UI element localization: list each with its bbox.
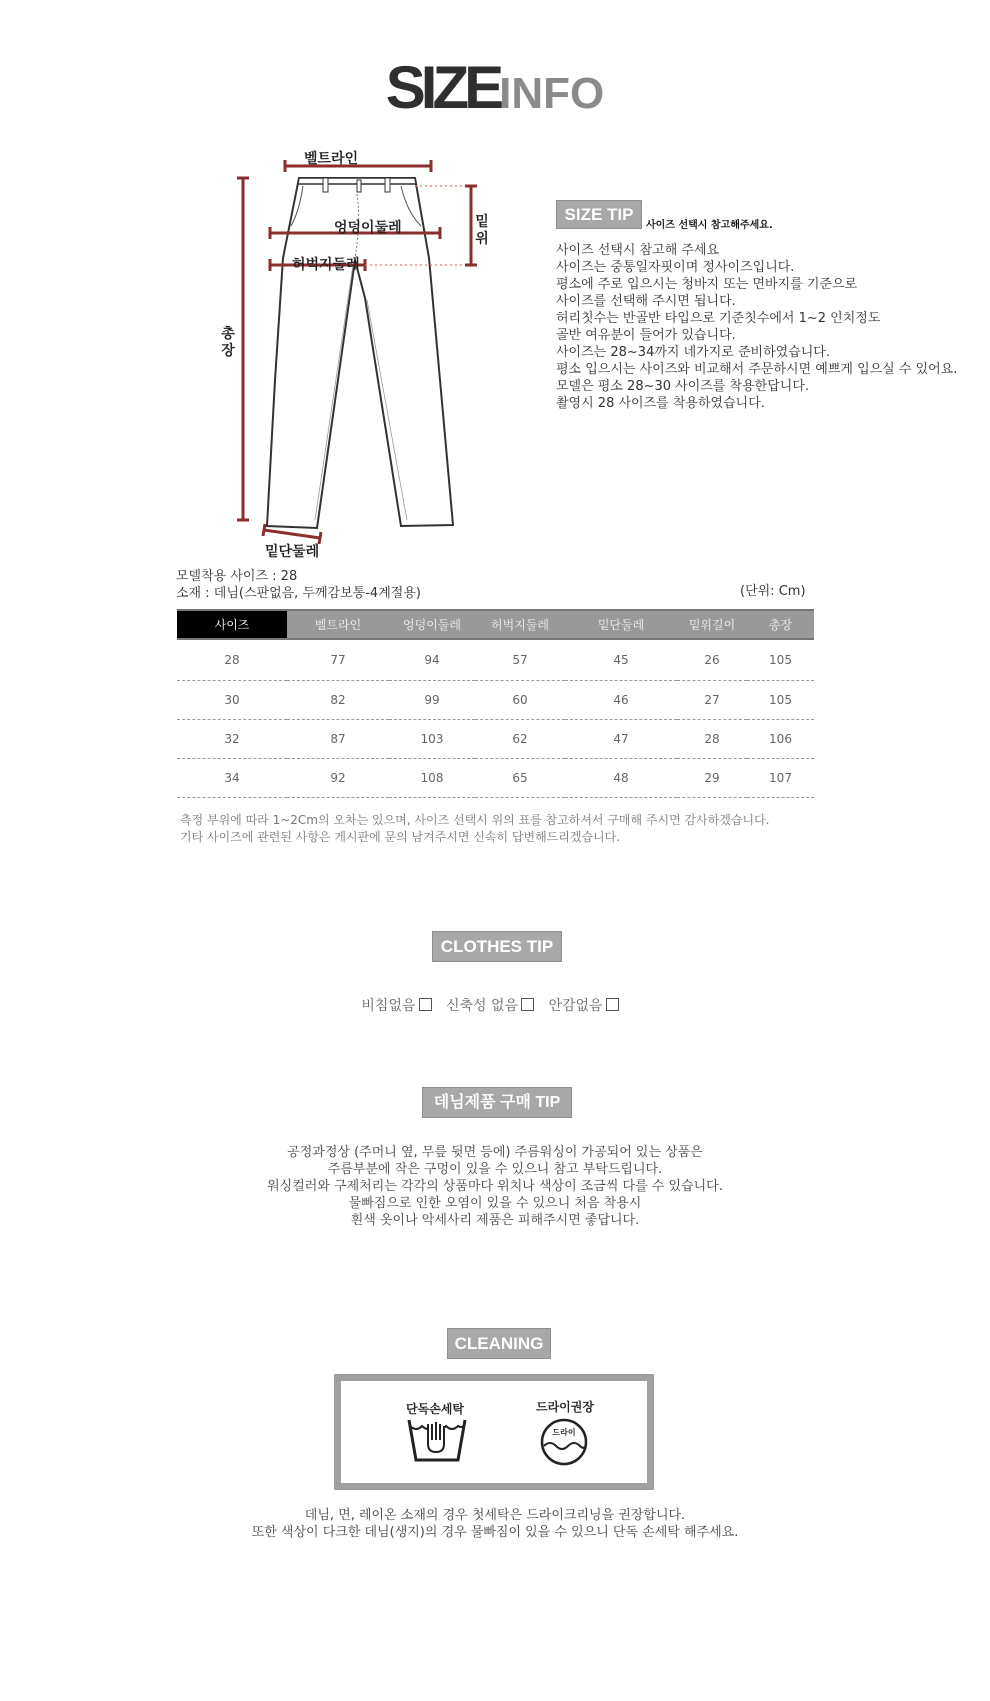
table-cell: 108 bbox=[389, 759, 475, 798]
label-rise: 밑위 bbox=[475, 214, 489, 247]
option-label: 비침없음 bbox=[361, 998, 416, 1014]
clothes-tip-badge: CLOTHES TIP bbox=[432, 931, 562, 962]
table-cell: 30 bbox=[177, 681, 287, 720]
size-table bbox=[177, 609, 814, 798]
table-cell: 82 bbox=[287, 681, 389, 720]
size-tip-line: 사이즈는 중통일자핏이며 정사이즈입니다. bbox=[556, 260, 795, 275]
table-cell: 92 bbox=[287, 759, 389, 798]
pants-diagram bbox=[215, 140, 485, 545]
note-line: 측정 부위에 따라 1~2Cm의 오차는 있으며, 사이즈 선택시 위의 표를 참고하셔서 구매해 주시면 감사하겠습니다. bbox=[180, 813, 770, 827]
table-cell: 28 bbox=[177, 639, 287, 681]
table-cell: 94 bbox=[389, 639, 475, 681]
cleaning-note-line: 또한 색상이 다크한 데님(생지)의 경우 물빠짐이 있을 수 있으니 단독 손세탁 해주세요. bbox=[251, 1525, 739, 1540]
table-cell: 62 bbox=[475, 720, 565, 759]
table-cell: 29 bbox=[677, 759, 747, 798]
table-cell: 103 bbox=[389, 720, 475, 759]
size-tip-line: 골반 여유분이 들어가 있습니다. bbox=[556, 328, 736, 343]
table-cell: 48 bbox=[565, 759, 677, 798]
denim-tip-line: 주름부분에 작은 구멍이 있을 수 있으니 참고 부탁드립니다. bbox=[327, 1162, 663, 1177]
checkbox bbox=[521, 998, 534, 1011]
dry-clean-icon bbox=[538, 1418, 590, 1468]
table-cell: 105 bbox=[747, 681, 814, 720]
model-size: 모델착용 사이즈 : 28 bbox=[176, 569, 298, 584]
table-row bbox=[177, 759, 814, 798]
size-tip-line: 사이즈 선택시 참고해 주세요 bbox=[556, 243, 720, 258]
table-cell: 106 bbox=[747, 720, 814, 759]
table-cell: 60 bbox=[475, 681, 565, 720]
col-header-belt: 벨트라인 bbox=[287, 610, 389, 639]
col-header-hip: 엉덩이둘레 bbox=[389, 610, 475, 639]
label-thigh: 허벅지둘레 bbox=[292, 257, 360, 273]
table-cell: 107 bbox=[747, 759, 814, 798]
size-tip-line: 모델은 평소 28~30 사이즈를 착용한답니다. bbox=[556, 379, 810, 394]
table-row bbox=[177, 720, 814, 759]
size-tip-line: 평소 입으시는 사이즈와 비교해서 주문하시면 예쁘게 입으실 수 있어요. bbox=[556, 362, 958, 377]
denim-tip-line: 흰색 옷이나 악세사리 제품은 피해주시면 좋답니다. bbox=[350, 1213, 640, 1228]
table-row bbox=[177, 639, 814, 681]
option-label: 안감없음 bbox=[548, 998, 603, 1014]
cleaning-notes bbox=[0, 1507, 990, 1541]
table-cell: 32 bbox=[177, 720, 287, 759]
col-header-size: 사이즈 bbox=[177, 610, 287, 639]
hand-wash-icon bbox=[406, 1418, 468, 1468]
size-tip-caption: 사이즈 선택시 참고해주세요. bbox=[646, 220, 773, 231]
table-cell: 57 bbox=[475, 639, 565, 681]
table-cell: 34 bbox=[177, 759, 287, 798]
table-cell: 27 bbox=[677, 681, 747, 720]
label-hip: 엉덩이둘레 bbox=[334, 220, 402, 236]
size-tip-badge: SIZE TIP bbox=[556, 200, 642, 229]
size-tip-line: 촬영시 28 사이즈를 착용하였습니다. bbox=[556, 396, 765, 411]
col-header-rise: 밑위길이 bbox=[677, 610, 747, 639]
table-cell: 26 bbox=[677, 639, 747, 681]
col-header-length: 총장 bbox=[747, 610, 814, 639]
title-main: SIZE bbox=[385, 54, 500, 121]
col-header-hem: 밑단둘레 bbox=[565, 610, 677, 639]
denim-tip-line: 공정과정상 (주머니 옆, 무릎 뒷면 등에) 주름워싱이 가공되어 있는 상품은 bbox=[287, 1145, 703, 1160]
table-cell: 77 bbox=[287, 639, 389, 681]
clothes-options bbox=[0, 995, 990, 1015]
checkbox bbox=[606, 998, 619, 1011]
table-cell: 46 bbox=[565, 681, 677, 720]
size-tip-line: 허리칫수는 반골반 타입으로 기준칫수에서 1~2 인치정도 bbox=[556, 311, 881, 326]
cleaning-note-line: 데님, 면, 레이온 소재의 경우 첫세탁은 드라이크리닝을 권장합니다. bbox=[304, 1508, 686, 1523]
size-table-header bbox=[177, 610, 814, 639]
denim-tip-badge: 데님제품 구매 TIP bbox=[422, 1087, 572, 1118]
hand-wash-label: 단독손세탁 bbox=[406, 1402, 464, 1416]
size-tip-line: 사이즈를 선택해 주시면 됩니다. bbox=[556, 294, 736, 309]
page-title bbox=[0, 54, 990, 121]
denim-tip-text bbox=[0, 1144, 990, 1229]
table-cell: 65 bbox=[475, 759, 565, 798]
table-cell: 87 bbox=[287, 720, 389, 759]
checkbox bbox=[419, 998, 432, 1011]
material: 소재 : 데님(스판없음, 두께감보통-4계절용) bbox=[176, 586, 421, 601]
table-cell: 45 bbox=[565, 639, 677, 681]
cleaning-box bbox=[334, 1374, 654, 1490]
dry-icon-text: 드라이 bbox=[552, 1428, 576, 1437]
size-tip-line: 평소에 주로 입으시는 청바지 또는 면바지를 기준으로 bbox=[556, 277, 858, 292]
size-tip-line: 사이즈는 28~34까지 네가지로 준비하였습니다. bbox=[556, 345, 830, 360]
table-cell: 99 bbox=[389, 681, 475, 720]
col-header-thigh: 허벅지둘레 bbox=[475, 610, 565, 639]
table-row bbox=[177, 681, 814, 720]
dry-clean-label: 드라이권장 bbox=[536, 1400, 594, 1414]
table-cell: 28 bbox=[677, 720, 747, 759]
measurement-notes bbox=[180, 812, 769, 846]
table-cell: 47 bbox=[565, 720, 677, 759]
note-line: 기타 사이즈에 관련된 사항은 게시판에 문의 남겨주시면 신속히 답변해드리겠습니다. bbox=[180, 830, 621, 844]
label-hem: 밑단둘레 bbox=[265, 544, 320, 560]
table-cell: 105 bbox=[747, 639, 814, 681]
label-length: 총장 bbox=[221, 326, 235, 359]
cleaning-badge: CLEANING bbox=[447, 1328, 551, 1359]
denim-tip-line: 워싱컬러와 구제처리는 각각의 상품마다 위치나 색상이 조금씩 다를 수 있습니다. bbox=[267, 1179, 723, 1194]
size-tip-text bbox=[556, 242, 957, 412]
hem-measure bbox=[264, 530, 320, 538]
title-sub: INFO bbox=[499, 69, 605, 118]
option-label: 신축성 없음 bbox=[445, 998, 519, 1014]
label-belt-line: 벨트라인 bbox=[304, 151, 359, 167]
unit-label: (단위: Cm) bbox=[740, 584, 806, 599]
denim-tip-line: 물빠짐으로 인한 오염이 있을 수 있으니 처음 착용시 bbox=[348, 1196, 642, 1211]
